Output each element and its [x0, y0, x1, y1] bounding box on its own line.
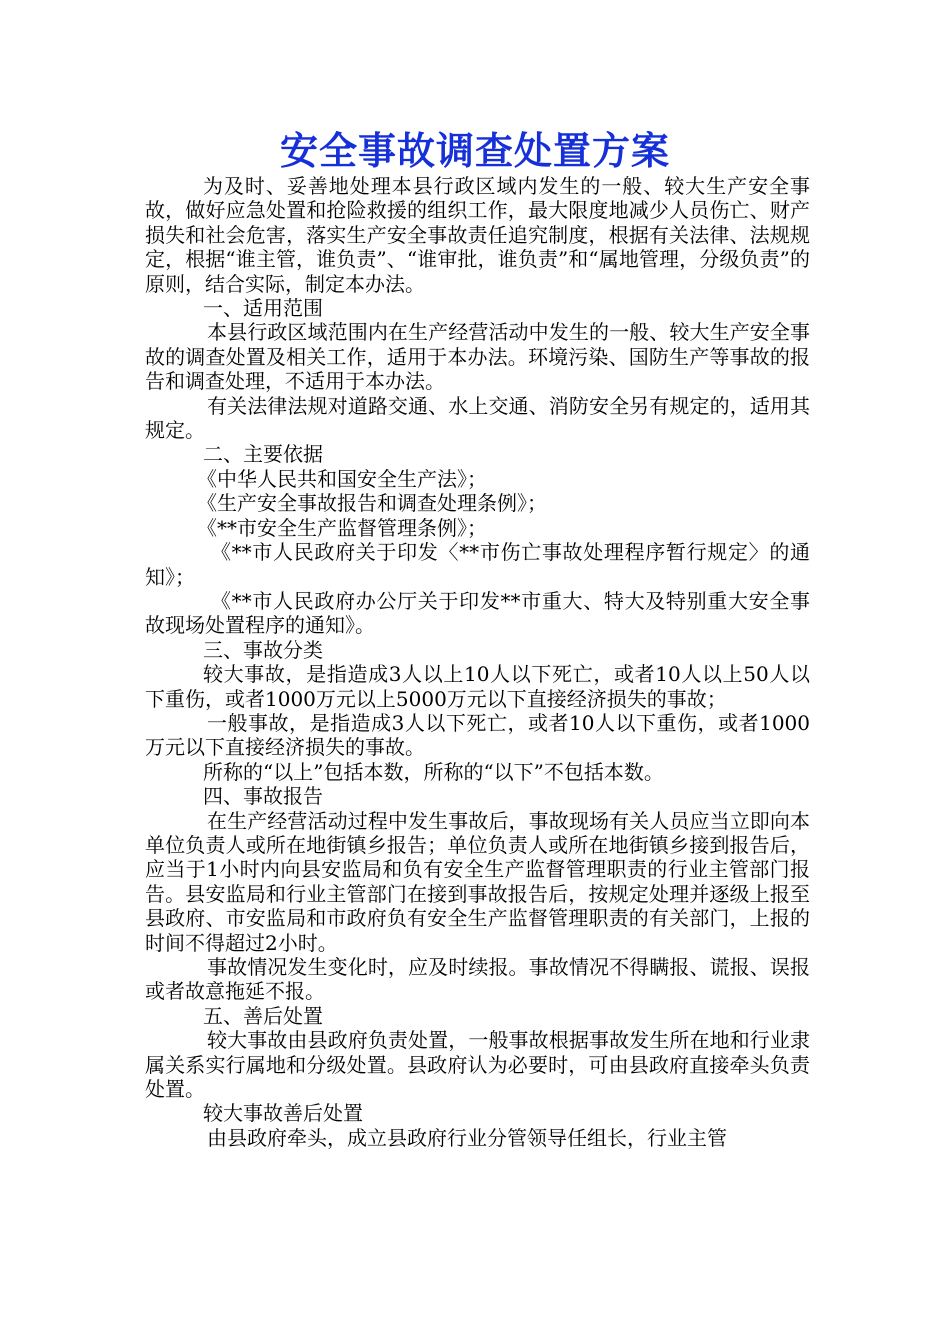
paragraph: 事故情况发生变化时，应及时续报。事故情况不得瞒报、谎报、误报或者故意拖延不报。: [145, 955, 810, 1004]
paragraph: 一般事故，是指造成3人以下死亡，或者10人以下重伤，或者1000万元以下直接经济损失的事故。: [145, 710, 810, 760]
subsection-heading: 较大事故善后处置: [203, 1101, 363, 1126]
section-heading-2: 二、主要依据: [203, 442, 323, 467]
paragraph: 较大事故，是指造成3人以上10人以下死亡，或者10人以上50人以下重伤，或者1000万元以上5000万元以下直接经济损失的事故；: [145, 662, 810, 711]
section-heading-4: 四、事故报告: [203, 784, 323, 809]
paragraph: 有关法律法规对道路交通、水上交通、消防安全另有规定的，适用其规定。: [145, 393, 810, 443]
reference-item: 《**市人民政府办公厅关于印发**市重大、特大及特别重大安全事故现场处置程序的通知》。: [145, 588, 810, 638]
paragraph-intro: 为及时、妥善地处理本县行政区域内发生的一般、较大生产安全事故，做好应急处置和抢险救援的组织工作，最大限度地减少人员伤亡、财产损失和社会危害，落实生产安全事故责任追究制度，根据有关法律、法规规定，根据“谁主管，谁负责”、“谁审批，谁负责”和“属地管理，分级负责”的原则，结合实际，制定本办法。: [145, 174, 810, 296]
reference-item: 《中华人民共和国安全生产法》；: [197, 466, 487, 491]
section-heading-5: 五、善后处置: [203, 1003, 323, 1028]
paragraph: 在生产经营活动过程中发生事故后，事故现场有关人员应当立即向本单位负责人或所在地街镇乡报告；单位负责人或所在地街镇乡接到报告后，应当于1小时内向县安监局和负有安全生产监督管理职责的行业主管部门报告。县安监局和行业主管部门在接到事故报告后，按规定处理并逐级上报至县政府、市安监局和市政府负有安全生产监督管理职责的有关部门，上报的时间不得超过2小时。: [145, 808, 810, 955]
document-body: [145, 174, 810, 1150]
section-heading-1: 一、适用范围: [203, 296, 323, 321]
document-title: 安全事故调查处置方案: [279, 128, 670, 173]
paragraph: 所称的“以上”包括本数，所称的“以下”不包括本数。: [203, 759, 664, 784]
reference-item: 《**市人民政府关于印发〈**市伤亡事故处理程序暂行规定〉的通知》；: [145, 540, 810, 589]
paragraph: 较大事故由县政府负责处置，一般事故根据事故发生所在地和行业隶属关系实行属地和分级处置。县政府认为必要时，可由县政府直接牵头负责处置。: [145, 1028, 810, 1102]
reference-item: 《生产安全事故报告和调查处理条例》；: [197, 491, 547, 516]
paragraph: 本县行政区域范围内在生产经营活动中发生的一般、较大生产安全事故的调查处置及相关工作，适用于本办法。环境污染、国防生产等事故的报告和调查处理，不适用于本办法。: [145, 320, 810, 394]
section-heading-3: 三、事故分类: [203, 637, 323, 662]
paragraph: 由县政府牵头，成立县政府行业分管领导任组长，行业主管: [207, 1125, 727, 1150]
reference-item: 《**市安全生产监督管理条例》；: [197, 515, 487, 540]
